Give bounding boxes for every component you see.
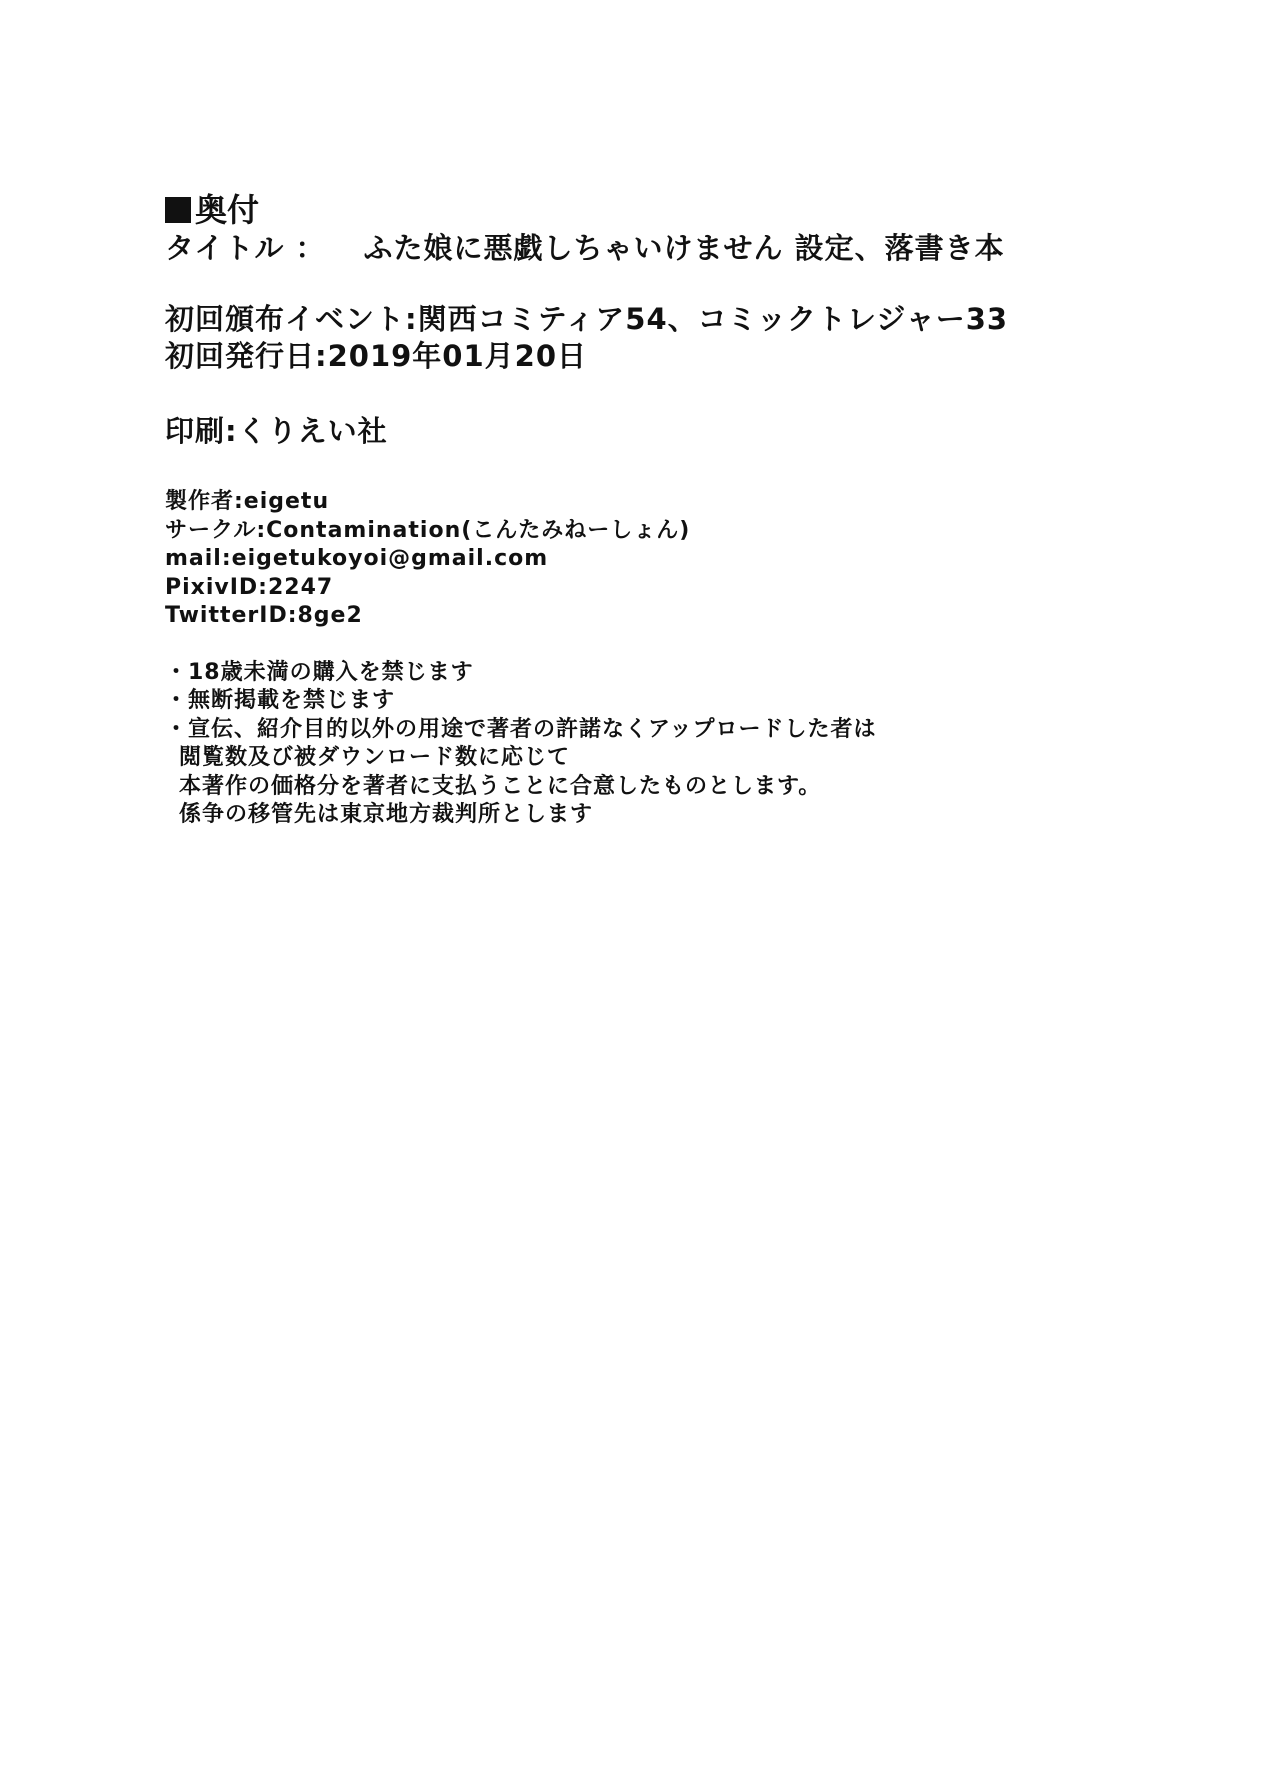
notice-continuation: 本著作の価格分を著者に支払うことに合意したものとします。 [179,773,822,799]
black-square-icon [165,197,191,223]
notice-continuation: 係争の移管先は東京地方裁判所とします [179,802,594,827]
colophon-heading-text: 奥付 [195,191,260,229]
credit-pixiv: PixivID:2247 [165,574,334,600]
notices [165,659,1215,830]
title-value: ふた娘に悪戯しちゃいけません 設定、落書き本 [363,231,1005,265]
credit-author: 製作者:eigetu [165,489,330,514]
title-line [165,230,1215,267]
title-label: タイトル ： [165,231,326,265]
notice-item: ・宣伝、紹介目的以外の用途で著者の許諾なくアップロードした者は [165,716,877,742]
notice-item: ・無断掲載を禁じます [165,688,396,713]
notice-continuation: 閲覧数及び被ダウンロード数に応じて [179,745,571,770]
credit-mail: mail:eigetukoyoi@gmail.com [165,546,549,571]
notice-item: ・18歳未満の購入を禁じます [165,659,474,685]
credit-circle: サークル:Contamination(こんたみねーしょん) [165,517,691,543]
colophon [165,190,1215,830]
event-line: 初回頒布イベント:関西コミティア54、コミックトレジャー33 [165,302,1009,336]
date-line: 初回発行日:2019年01月20日 [165,339,588,373]
credit-twitter: TwitterID:8ge2 [165,603,363,628]
colophon-heading [165,190,1215,230]
printer-line: 印刷:くりえい社 [165,414,388,448]
credits [165,488,1215,631]
